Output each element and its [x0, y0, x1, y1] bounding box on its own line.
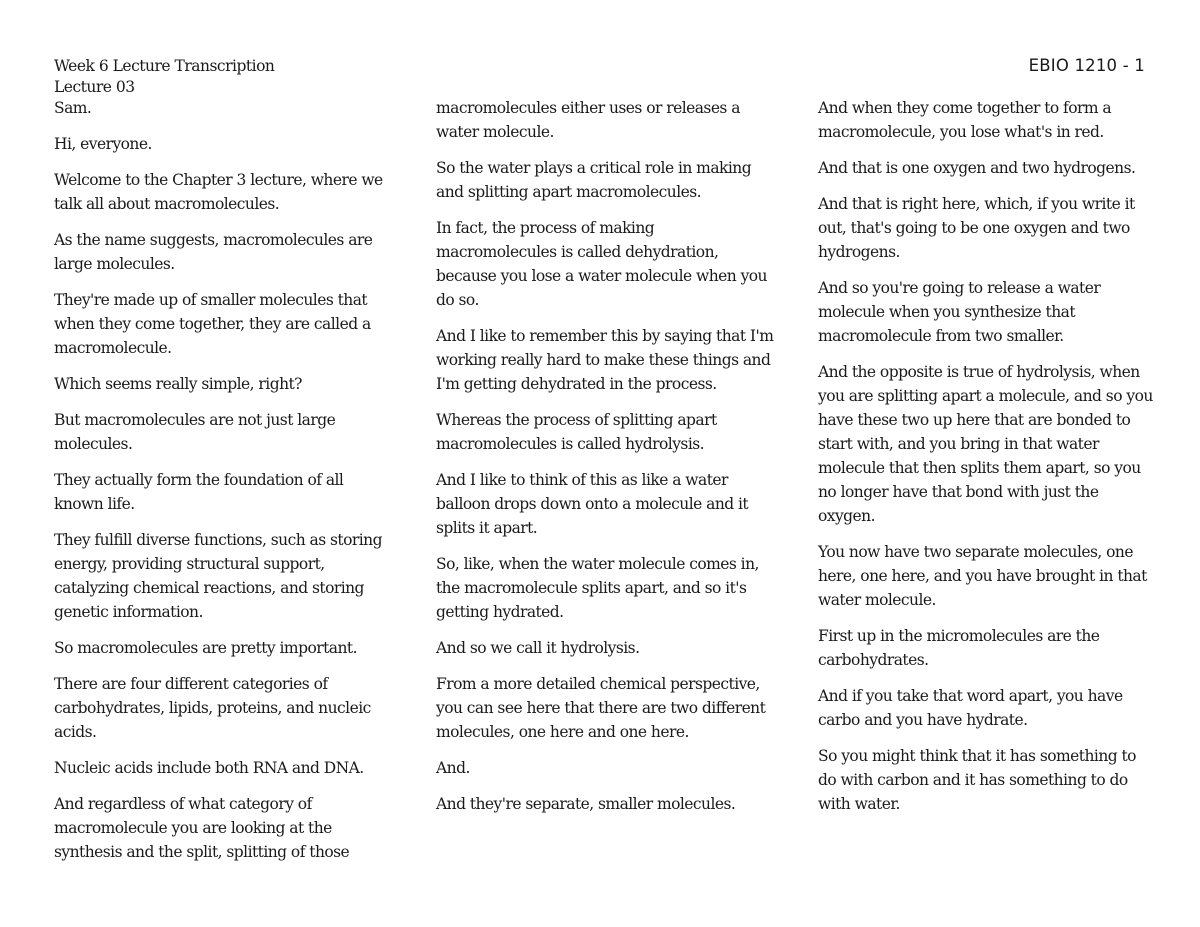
paragraph: They're made up of smaller molecules that when they come together, they are called a macromolecule. [54, 291, 371, 357]
lecture-number: Lecture 03 [54, 77, 135, 96]
document-title: Week 6 Lecture Transcription [54, 57, 275, 75]
paragraph: Welcome to the Chapter 3 lecture, where we talk all about macromolecules. [54, 171, 383, 213]
paragraph: First up in the micromolecules are the carbohydrates. [818, 627, 1100, 669]
paragraph: macromolecules either uses or releases a water molecule. [436, 99, 740, 141]
paragraph: And if you take that word apart, you have carbo and you have hydrate. [818, 687, 1123, 729]
paragraph: But macromolecules are not just large molecules. [54, 411, 336, 453]
paragraph: You now have two separate molecules, one here, one here, and you have brought in that water molecule. [818, 543, 1147, 609]
paragraph: And. [436, 759, 470, 777]
paragraph: And that is right here, which, if you write it out, that's going to be one oxygen and two hydrogens. [818, 195, 1135, 261]
paragraph: And the opposite is true of hydrolysis, when you are splitting apart a molecule, and so you have these two up here that are bonded to start with, and you bring in that water molecule that then splits them apart, so you no longer have that bond with just the oxygen. [818, 363, 1153, 525]
paragraph: Sam. [54, 99, 92, 117]
text-column-2 [436, 96, 776, 828]
text-column-1 [54, 96, 394, 876]
paragraph: So macromolecules are pretty important. [54, 639, 357, 657]
course-code: EBIO 1210 - 1 [1028, 56, 1145, 75]
text-column-3 [818, 96, 1158, 828]
paragraph: And I like to remember this by saying that I'm working really hard to make these things and I'm getting dehydrated in the process. [436, 327, 774, 393]
paragraph: And regardless of what category of macromolecule you are looking at the synthesis and the split, splitting of those [54, 795, 350, 861]
paragraph: And that is one oxygen and two hydrogens. [818, 159, 1136, 177]
paragraph: And they're separate, smaller molecules. [436, 795, 736, 813]
paragraph: From a more detailed chemical perspective, you can see here that there are two different molecules, one here and one here. [436, 675, 766, 741]
paragraph: And so we call it hydrolysis. [436, 639, 640, 657]
paragraph: So you might think that it has something to do with carbon and it has something to do with water. [818, 747, 1136, 813]
document-header [54, 56, 274, 97]
paragraph: They actually form the foundation of all known life. [54, 471, 344, 513]
paragraph: And when they come together to form a macromolecule, you lose what's in red. [818, 99, 1112, 141]
paragraph: Hi, everyone. [54, 135, 152, 153]
paragraph: And so you're going to release a water molecule when you synthesize that macromolecule from two smaller. [818, 279, 1101, 345]
paragraph: In fact, the process of making macromolecules is called dehydration, because you lose a water molecule when you do so. [436, 219, 767, 309]
paragraph: Whereas the process of splitting apart macromolecules is called hydrolysis. [436, 411, 717, 453]
paragraph: And I like to think of this as like a water balloon drops down onto a molecule and it splits it apart. [436, 471, 749, 537]
paragraph: There are four different categories of carbohydrates, lipids, proteins, and nucleic acids. [54, 675, 371, 741]
paragraph: They fulfill diverse functions, such as storing energy, providing structural support, catalyzing chemical reactions, and storing genetic information. [54, 531, 382, 621]
paragraph: As the name suggests, macromolecules are large molecules. [54, 231, 373, 273]
paragraph: Nucleic acids include both RNA and DNA. [54, 759, 364, 777]
paragraph: So, like, when the water molecule comes in, the macromolecule splits apart, and so it's getting hydrated. [436, 555, 759, 621]
paragraph: Which seems really simple, right? [54, 375, 302, 393]
paragraph: So the water plays a critical role in making and splitting apart macromolecules. [436, 159, 752, 201]
